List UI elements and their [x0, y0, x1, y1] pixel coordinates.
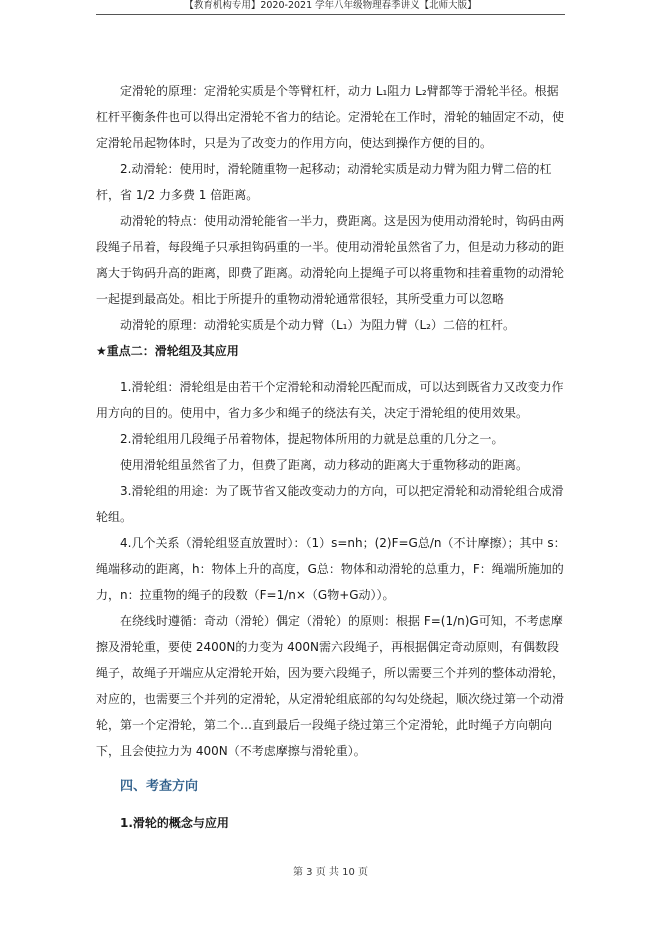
spacer — [96, 800, 566, 810]
section-title-exam-direction: 四、考查方向 — [120, 779, 199, 794]
heading-key-point-2: ★重点二：滑轮组及其应用 — [96, 344, 239, 358]
paragraph-distance-tradeoff: 使用滑轮组虽然省了力，但费了距离，动力移动的距离大于重物移动的距离。 — [120, 458, 529, 472]
spacer — [96, 764, 566, 774]
header-text: 【教育机构专用】2020-2021 学年八年级物理春季讲义【北师大版】 — [184, 0, 477, 11]
header-divider — [96, 14, 565, 15]
paragraph-fixed-pulley-principle: 定滑轮的原理：定滑轮实质是个等臂杠杆，动力 L₁阻力 L₂臂都等于滑轮半径。根据杠杆平衡条件也可以得出定滑轮不省力的结论。定滑轮在工作时，滑轮的轴固定不动，使定滑轮吊起物体时，只是为了改变力的作用方向，使达到操作方便的目的。 — [96, 84, 565, 150]
paragraph-movable-pulley: 2.动滑轮：使用时，滑轮随重物一起移动；动滑轮实质是动力臂为阻力臂二倍的杠杆，省 1/2 力多费 1 倍距离。 — [96, 162, 552, 202]
spacer — [96, 364, 566, 374]
page-footer — [0, 863, 661, 878]
paragraph-pulley-block-use: 3.滑轮组的用途：为了既节省又能改变动力的方向，可以把定滑轮和动滑轮组合成滑轮组。 — [96, 484, 564, 524]
paragraph-relations: 4.几个关系（滑轮组竖直放置时）：（1）s=nh；(2)F=G总/n（不计摩擦）；其中 s：绳端移动的距离，h：物体上升的高度，G总：物体和动滑轮的总重力，F：绳端所施加的力，n：拉重物的绳子的段数（F=1/n×（G物+G动））。 — [96, 536, 566, 602]
paragraph-movable-pulley-features: 动滑轮的特点：使用动滑轮能省一半力，费距离。这是因为使用动滑轮时，钩码由两段绳子吊着，每段绳子只承担钩码重的一半。使用动滑轮虽然省了力，但是动力移动的距离大于钩码升高的距离，即费了距离。动滑轮向上提绳子可以将重物和挂着重物的动滑轮一起提到最高处。相比于所提升的重物动滑轮通常很轻，其所受重力可以忽略 — [96, 214, 565, 306]
document-body — [96, 78, 566, 836]
paragraph-pulley-block: 1.滑轮组：滑轮组是由若干个定滑轮和动滑轮匹配而成，可以达到既省力又改变力作用方向的目的。使用中，省力多少和绳子的绕法有关，决定于滑轮组的使用效果。 — [96, 380, 564, 420]
page-number: 第 3 页 共 10 页 — [293, 867, 368, 878]
paragraph-rope-segments: 2.滑轮组用几段绳子吊着物体，提起物体所用的力就是总重的几分之一。 — [120, 432, 504, 446]
subsection-title-pulley-concept: 1.滑轮的概念与应用 — [120, 816, 229, 830]
paragraph-winding-rule: 在绕线时遵循：奇动（滑轮）偶定（滑轮）的原则：根据 F=(1/n)G可知，不考虑摩擦及滑轮重，要使 2400N的力变为 400N需六段绳子，再根据偶定奇动原则，有偶数段绳子，故绳子开端应从定滑轮开始，因为要六段绳子，所以需要三个并列的整体动滑轮，对应的，也需要三个并列的定滑轮，从定滑轮组底部的勾勾处绕起，顺次绕过第一个动滑轮，第一个定滑轮，第二个…直到最后一段绳子绕过第三个定滑轮，此时绳子方向朝向下，且会使拉力为 400N（不考虑摩擦与滑轮重）。 — [96, 614, 565, 758]
paragraph-movable-pulley-principle: 动滑轮的原理：动滑轮实质是个动力臂（L₁）为阻力臂（L₂）二倍的杠杆。 — [120, 318, 515, 332]
